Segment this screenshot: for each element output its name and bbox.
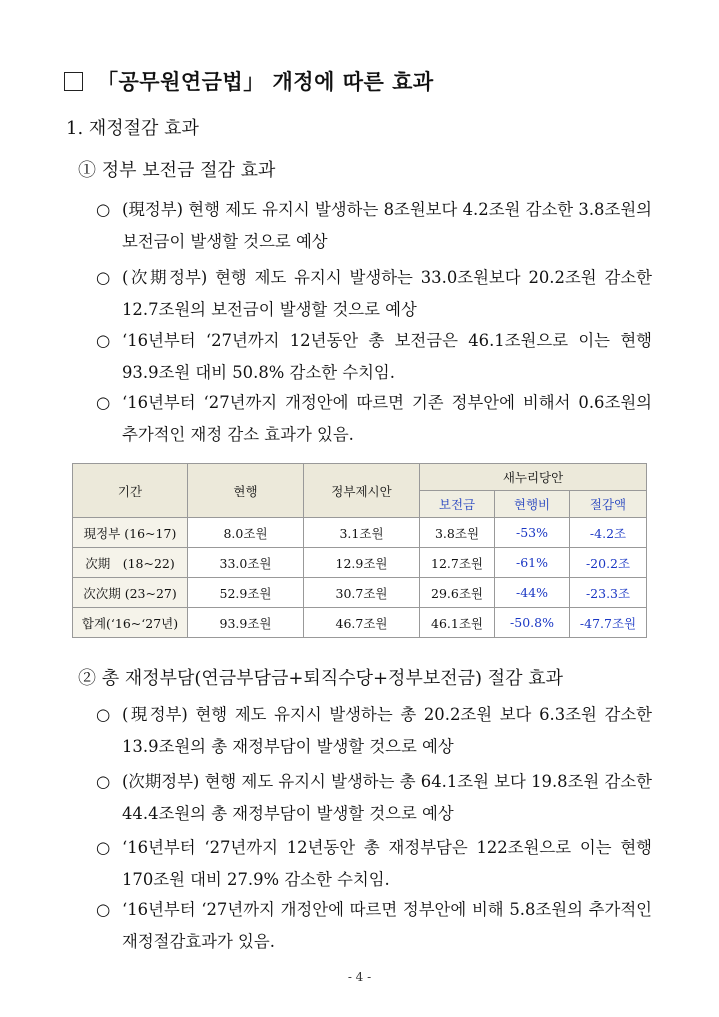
checkbox-square-icon (64, 72, 83, 91)
table-row (73, 608, 647, 638)
table-cell: 29.6조원 (420, 578, 495, 608)
bullet-current-government-burden (96, 699, 652, 763)
table-cell: -20.2조 (570, 548, 647, 578)
table-cell: -61% (495, 548, 570, 578)
subsection-heading-total-burden-savings: ② 총 재정부담(연금부담금+퇴직수당+정부보전금) 절감 효과 (78, 668, 564, 689)
bullet-text: (次期정부) 현행 제도 유지시 발생하는 총 64.1조원 보다 19.8조원 감소한 44.4조원의 총 재정부담이 발생할 것으로 예상 (122, 772, 652, 823)
table-cell: -53% (495, 518, 570, 548)
table-cell: 12.9조원 (304, 548, 420, 578)
table-row (73, 548, 647, 578)
circle-bullet-icon: ○ (96, 772, 111, 791)
header-subsidy: 보전금 (420, 491, 495, 518)
table-cell: 93.9조원 (188, 608, 304, 638)
table-cell: -47.7조원 (570, 608, 647, 638)
circle-bullet-icon: ○ (96, 268, 111, 287)
bullet-next-government (96, 262, 652, 326)
table-cell: 次次期 (23~27) (73, 578, 188, 608)
bullet-text: (現정부) 현행 제도 유지시 발생하는 8조원보다 4.2조원 감소한 3.8조원의 보전금이 발생할 것으로 예상 (122, 200, 652, 251)
header-government-proposal: 정부제시안 (304, 464, 420, 518)
page-number: - 4 - (347, 970, 372, 984)
circle-bullet-icon: ○ (96, 838, 111, 857)
bullet-text: (現정부) 현행 제도 유지시 발생하는 총 20.2조원 보다 6.3조원 감소한 13.9조원의 총 재정부담이 발생할 것으로 예상 (122, 705, 652, 756)
page-title-text: 「공무원연금법」 개정에 따른 효과 (97, 70, 434, 94)
table-cell: 12.7조원 (420, 548, 495, 578)
table-cell: -4.2조 (570, 518, 647, 548)
bullet-text: ‘16년부터 ‘27년까지 개정안에 따르면 기존 정부안에 비해서 0.6조원의 추가적인 재정 감소 효과가 있음. (122, 393, 652, 444)
subsection-heading-subsidy-savings: ① 정부 보전금 절감 효과 (78, 160, 276, 181)
circle-bullet-icon: ○ (96, 331, 111, 350)
table-row (73, 518, 647, 548)
subsidy-comparison-table (72, 463, 647, 638)
bullet-additional-savings (96, 387, 652, 451)
table-cell: -50.8% (495, 608, 570, 638)
header-vs-current: 현행비 (495, 491, 570, 518)
bullet-total-subsidy (96, 325, 652, 389)
table-cell: 46.7조원 (304, 608, 420, 638)
page-title (64, 66, 434, 96)
table-cell: 3.1조원 (304, 518, 420, 548)
table-cell: 8.0조원 (188, 518, 304, 548)
table-cell: 33.0조원 (188, 548, 304, 578)
header-savings: 절감액 (570, 491, 647, 518)
table-cell: 합계(‘16~‘27년) (73, 608, 188, 638)
bullet-total-burden (96, 832, 652, 896)
circle-bullet-icon: ○ (96, 900, 111, 919)
table-cell: 次期 (18~22) (73, 548, 188, 578)
bullet-additional-burden-savings (96, 894, 652, 958)
table-cell: -44% (495, 578, 570, 608)
table-cell: 46.1조원 (420, 608, 495, 638)
section-heading-fiscal-savings: 1. 재정절감 효과 (66, 118, 199, 139)
circle-bullet-icon: ○ (96, 393, 111, 412)
table-cell: -23.3조 (570, 578, 647, 608)
circle-bullet-icon: ○ (96, 200, 111, 219)
header-current: 현행 (188, 464, 304, 518)
bullet-text: ‘16년부터 ‘27년까지 12년동안 총 재정부담은 122조원으로 이는 현행 170조원 대비 27.9% 감소한 수치임. (122, 838, 652, 889)
table-row (73, 578, 647, 608)
bullet-text: ‘16년부터 ‘27년까지 12년동안 총 보전금은 46.1조원으로 이는 현행 93.9조원 대비 50.8% 감소한 수치임. (122, 331, 652, 382)
header-period: 기간 (73, 464, 188, 518)
bullet-text: ‘16년부터 ‘27년까지 개정안에 따르면 정부안에 비해 5.8조원의 추가적인 재정절감효과가 있음. (122, 900, 652, 951)
bullet-next-government-burden (96, 766, 652, 830)
table-cell: 52.9조원 (188, 578, 304, 608)
table-cell: 30.7조원 (304, 578, 420, 608)
bullet-text: (次期정부) 현행 제도 유지시 발생하는 33.0조원보다 20.2조원 감소한 12.7조원의 보전금이 발생할 것으로 예상 (122, 268, 652, 319)
bullet-current-government (96, 194, 652, 258)
header-saenuri-proposal: 새누리당안 (420, 464, 647, 491)
table-cell: 現정부 (16~17) (73, 518, 188, 548)
circle-bullet-icon: ○ (96, 705, 111, 724)
table-cell: 3.8조원 (420, 518, 495, 548)
